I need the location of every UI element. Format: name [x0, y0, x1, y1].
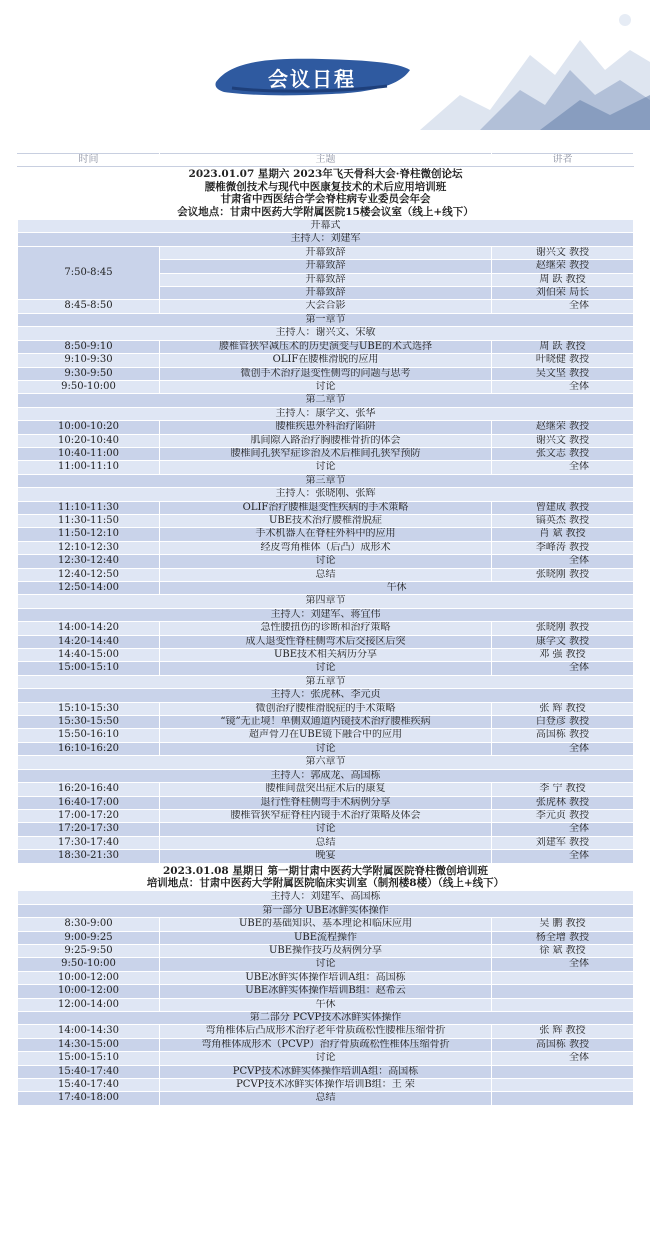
- time-cell: 7:50-8:45: [18, 246, 160, 300]
- host-line: 主持人：刘建军、蒋宜伟: [18, 608, 634, 621]
- table-row: [18, 608, 634, 621]
- speaker-cell: 赵继荣 教授: [492, 421, 634, 434]
- info-line: 甘肃省中西医结合学会脊柱病专业委员会年会: [220, 193, 431, 206]
- topic-cell: 超声骨刀在UBE镜下融合中的应用: [160, 729, 492, 742]
- time-cell: 12:50-14:00: [18, 582, 160, 595]
- time-cell: 12:40-12:50: [18, 568, 160, 581]
- table-row: [18, 891, 634, 904]
- table-row: [18, 836, 634, 849]
- speaker-cell: 叶晓健 教授: [492, 354, 634, 367]
- topic-cell: 经皮弯角椎体（后凸）成形术: [160, 541, 492, 554]
- topic-cell: 肌间隙入路治疗胸腰椎骨折的体会: [160, 434, 492, 447]
- speaker-cell: 张 辉 教授: [492, 702, 634, 715]
- table-row: [18, 340, 634, 353]
- topic-cell: 腰椎管狭窄减压术的历史演变与UBE的术式选择: [160, 340, 492, 353]
- section-title: 第一部分 UBE冰鲜实体操作: [18, 904, 634, 917]
- table-row: [18, 313, 634, 326]
- section-title: 第五章节: [18, 675, 634, 688]
- speaker-cell: 全体: [492, 300, 634, 313]
- table-row: [18, 220, 634, 233]
- time-cell: 16:40-17:00: [18, 796, 160, 809]
- table-row: [18, 689, 634, 702]
- speaker-cell: 李 宁 教授: [492, 783, 634, 796]
- table-row: [18, 702, 634, 715]
- time-cell: 16:10-16:20: [18, 742, 160, 755]
- page-title: 会议日程: [268, 67, 356, 91]
- time-cell: 9:50-10:00: [18, 380, 160, 393]
- info-line: 会议地点：甘肃中医药大学附属医院15楼会议室（线上+线下）: [177, 205, 474, 218]
- table-row: [18, 394, 634, 407]
- topic-cell: 腰椎间孔狭窄症诊治及术后椎间孔狭窄预防: [160, 447, 492, 460]
- speaker-cell: 谢兴文 教授: [492, 434, 634, 447]
- table-row: [18, 501, 634, 514]
- table-row: [18, 555, 634, 568]
- speaker-cell: [492, 998, 634, 1011]
- time-cell: 9:30-9:50: [18, 367, 160, 380]
- topic-cell: 开幕致辞: [160, 246, 492, 259]
- host-line: 主持人：谢兴文、宋敏: [18, 327, 634, 340]
- table-row: [18, 541, 634, 554]
- col-header-speaker: 讲者: [492, 154, 634, 167]
- table-row: [18, 246, 634, 259]
- speaker-cell: 全体: [492, 958, 634, 971]
- topic-cell: 讨论: [160, 1052, 492, 1065]
- time-cell: 9:00-9:25: [18, 931, 160, 944]
- time-cell: 12:10-12:30: [18, 541, 160, 554]
- section-title: 开幕式: [18, 220, 634, 233]
- table-row: [18, 434, 634, 447]
- table-row: [18, 931, 634, 944]
- topic-cell: 弯角椎体成形术（PCVP）治疗骨质疏松性椎体压缩骨折: [160, 1038, 492, 1051]
- topic-cell: 开幕致辞: [160, 260, 492, 273]
- topic-cell: 微创治疗腰椎滑脱症的手术策略: [160, 702, 492, 715]
- time-cell: 15:00-15:10: [18, 1052, 160, 1065]
- table-row: [18, 958, 634, 971]
- speaker-cell: 全体: [492, 461, 634, 474]
- time-cell: 14:20-14:40: [18, 635, 160, 648]
- topic-cell: PCVP技术冰鲜实体操作培训A组：高国栋: [160, 1065, 492, 1078]
- table-row: [18, 447, 634, 460]
- info-line: 培训地点：甘肃中医药大学附属医院临床实训室（制剂楼8楼）（线上+线下）: [146, 876, 505, 889]
- table-row: [18, 233, 634, 246]
- speaker-cell: 李元贞 教授: [492, 809, 634, 822]
- section-title: 第六章节: [18, 756, 634, 769]
- time-cell: 10:00-12:00: [18, 971, 160, 984]
- topic-cell: UBE冰鲜实体操作培训A组：高国栋: [160, 971, 492, 984]
- host-line: 主持人：刘建军、高国栋: [18, 891, 634, 904]
- time-cell: 15:50-16:10: [18, 729, 160, 742]
- topic-cell: 急性腰扭伤的诊断和治疗策略: [160, 622, 492, 635]
- speaker-cell: 张虎林 教授: [492, 796, 634, 809]
- section-title: 第一章节: [18, 313, 634, 326]
- table-row: [18, 649, 634, 662]
- topic-cell: UBE流程操作: [160, 931, 492, 944]
- table-row: [18, 474, 634, 487]
- topic-cell: UBE技术治疗腰椎滑脱症: [160, 514, 492, 527]
- table-row: [18, 662, 634, 675]
- topic-cell: “镜”无止境！单侧双通道内镜技术治疗腰椎疾病: [160, 716, 492, 729]
- table-row: [18, 421, 634, 434]
- table-row: [18, 568, 634, 581]
- time-cell: 12:00-14:00: [18, 998, 160, 1011]
- speaker-cell: 杨全增 教授: [492, 931, 634, 944]
- time-cell: 12:30-12:40: [18, 555, 160, 568]
- table-row: [18, 380, 634, 393]
- time-cell: 11:50-12:10: [18, 528, 160, 541]
- time-cell: 10:40-11:00: [18, 447, 160, 460]
- speaker-cell: 全体: [492, 823, 634, 836]
- topic-cell: UBE技术相关病历分享: [160, 649, 492, 662]
- topic-cell: 弯角椎体后凸成形术治疗老年骨质疏松性腰椎压缩骨折: [160, 1025, 492, 1038]
- topic-cell: 讨论: [160, 555, 492, 568]
- topic-cell: UBE操作技巧及病例分享: [160, 944, 492, 957]
- time-cell: 15:10-15:30: [18, 702, 160, 715]
- table-row: [18, 407, 634, 420]
- topic-cell: 讨论: [160, 823, 492, 836]
- table-row: [18, 998, 634, 1011]
- time-cell: 17:00-17:20: [18, 809, 160, 822]
- time-cell: 9:25-9:50: [18, 944, 160, 957]
- table-row: [18, 1079, 634, 1092]
- info-line: 2023.01.07 星期六 2023年飞天骨科大会·脊柱微创论坛: [188, 168, 463, 181]
- topic-cell: 讨论: [160, 958, 492, 971]
- time-cell: 15:40-17:40: [18, 1079, 160, 1092]
- topic-cell: UBE的基础知识、基本理论和临床应用: [160, 918, 492, 931]
- table-row: [18, 622, 634, 635]
- time-cell: 11:30-11:50: [18, 514, 160, 527]
- speaker-cell: [492, 1092, 634, 1105]
- table-row: [18, 635, 634, 648]
- speaker-cell: 全体: [492, 555, 634, 568]
- time-cell: 15:40-17:40: [18, 1065, 160, 1078]
- speaker-cell: 康学文 教授: [492, 635, 634, 648]
- table-row: [18, 783, 634, 796]
- speaker-cell: 张晓刚 教授: [492, 568, 634, 581]
- speaker-cell: 邓 强 教授: [492, 649, 634, 662]
- table-row: [18, 367, 634, 380]
- time-cell: 11:00-11:10: [18, 461, 160, 474]
- table-row: [18, 300, 634, 313]
- topic-cell: PCVP技术冰鲜实体操作培训B组：王 荣: [160, 1079, 492, 1092]
- table-row: [18, 796, 634, 809]
- topic-cell: 开幕致辞: [160, 273, 492, 286]
- speaker-cell: 谢兴文 教授: [492, 246, 634, 259]
- table-row: [18, 823, 634, 836]
- table-row: [18, 971, 634, 984]
- topic-cell: 午休: [160, 582, 634, 595]
- time-cell: 14:00-14:20: [18, 622, 160, 635]
- speaker-cell: 曾建成 教授: [492, 501, 634, 514]
- time-cell: 10:00-12:00: [18, 985, 160, 998]
- topic-cell: OLIF在腰椎滑脱的应用: [160, 354, 492, 367]
- topic-cell: 讨论: [160, 461, 492, 474]
- table-row: [18, 154, 634, 167]
- speaker-cell: [492, 1065, 634, 1078]
- table-row: [18, 1065, 634, 1078]
- speaker-cell: 徐 斌 教授: [492, 944, 634, 957]
- speaker-cell: 周 跃 教授: [492, 340, 634, 353]
- time-cell: 16:20-16:40: [18, 783, 160, 796]
- speaker-cell: 赵继荣 教授: [492, 260, 634, 273]
- speaker-cell: 刘伯荣 局长: [492, 287, 634, 300]
- table-row: [18, 985, 634, 998]
- speaker-cell: 全体: [492, 1052, 634, 1065]
- section-title: 第二章节: [18, 394, 634, 407]
- topic-cell: 大会合影: [160, 300, 492, 313]
- table-row: [18, 904, 634, 917]
- table-row: [18, 461, 634, 474]
- time-cell: 9:10-9:30: [18, 354, 160, 367]
- section-title: 第二部分 PCVP技术冰鲜实体操作: [18, 1012, 634, 1025]
- table-row: [18, 1052, 634, 1065]
- host-line: 主持人：郭成龙、高国栋: [18, 769, 634, 782]
- section-title: 第三章节: [18, 474, 634, 487]
- topic-cell: 成人退变性脊柱侧弯术后交接区后突: [160, 635, 492, 648]
- table-row: [18, 863, 634, 891]
- section-title: 第四章节: [18, 595, 634, 608]
- table-row: [18, 514, 634, 527]
- table-row: [18, 729, 634, 742]
- day1-info: [18, 167, 634, 220]
- topic-cell: 退行性脊柱侧弯手术病例分享: [160, 796, 492, 809]
- speaker-cell: 张晓刚 教授: [492, 622, 634, 635]
- speaker-cell: 全体: [492, 850, 634, 863]
- speaker-cell: 肖 斌 教授: [492, 528, 634, 541]
- speaker-cell: 高国栋 教授: [492, 729, 634, 742]
- time-cell: 14:30-15:00: [18, 1038, 160, 1051]
- table-row: [18, 850, 634, 863]
- time-cell: 18:30-21:30: [18, 850, 160, 863]
- time-cell: 17:30-17:40: [18, 836, 160, 849]
- topic-cell: UBE冰鲜实体操作培训B组：赵希云: [160, 985, 492, 998]
- info-line: 2023.01.08 星期日 第一期甘肃中医药大学附属医院脊柱微创培训班: [162, 864, 489, 877]
- mountain-decoration: [420, 0, 650, 130]
- time-cell: 11:10-11:30: [18, 501, 160, 514]
- speaker-cell: 李峰涛 教授: [492, 541, 634, 554]
- topic-cell: 微创手术治疗退变性侧弯的问题与思考: [160, 367, 492, 380]
- day2-info: [18, 863, 634, 891]
- table-row: [18, 354, 634, 367]
- time-cell: 8:50-9:10: [18, 340, 160, 353]
- topic-cell: 手术机器人在脊柱外科中的应用: [160, 528, 492, 541]
- col-header-time: 时间: [18, 154, 160, 167]
- host-line: 主持人：刘建军: [18, 233, 634, 246]
- time-cell: 10:00-10:20: [18, 421, 160, 434]
- time-cell: 15:30-15:50: [18, 716, 160, 729]
- table-row: [18, 756, 634, 769]
- topic-cell: 腰椎间盘突出症术后的康复: [160, 783, 492, 796]
- col-header-topic: 主题: [160, 154, 492, 167]
- host-line: 主持人：康学文、张华: [18, 407, 634, 420]
- table-row: [18, 769, 634, 782]
- topic-cell: 腰椎管狭窄症脊柱内镜手术治疗策略及体会: [160, 809, 492, 822]
- topic-cell: 讨论: [160, 380, 492, 393]
- table-row: [18, 528, 634, 541]
- speaker-cell: 吴 鹏 教授: [492, 918, 634, 931]
- table-row: [18, 1038, 634, 1051]
- table-row: [18, 595, 634, 608]
- table-row: [18, 944, 634, 957]
- speaker-cell: 张文志 教授: [492, 447, 634, 460]
- table-row: [18, 809, 634, 822]
- topic-cell: 开幕致辞: [160, 287, 492, 300]
- topic-cell: 总结: [160, 1092, 492, 1105]
- speaker-cell: [492, 971, 634, 984]
- table-row: [18, 742, 634, 755]
- table-row: [18, 582, 634, 595]
- time-cell: 8:45-8:50: [18, 300, 160, 313]
- topic-cell: 总结: [160, 568, 492, 581]
- speaker-cell: 周 跃 教授: [492, 273, 634, 286]
- speaker-cell: 高国栋 教授: [492, 1038, 634, 1051]
- table-row: [18, 327, 634, 340]
- speaker-cell: 镐英杰 教授: [492, 514, 634, 527]
- table-row: [18, 167, 634, 220]
- speaker-cell: 全体: [492, 662, 634, 675]
- schedule-table: [17, 153, 634, 1106]
- speaker-cell: 刘建军 教授: [492, 836, 634, 849]
- table-row: [18, 1025, 634, 1038]
- topic-cell: 讨论: [160, 662, 492, 675]
- time-cell: 17:40-18:00: [18, 1092, 160, 1105]
- title-banner: [212, 52, 412, 100]
- speaker-cell: 全体: [492, 380, 634, 393]
- time-cell: 9:50-10:00: [18, 958, 160, 971]
- topic-cell: 午休: [160, 998, 492, 1011]
- host-line: 主持人：张虎林、李元贞: [18, 689, 634, 702]
- table-row: [18, 1012, 634, 1025]
- speaker-cell: 张 辉 教授: [492, 1025, 634, 1038]
- time-cell: 14:00-14:30: [18, 1025, 160, 1038]
- topic-cell: 晚宴: [160, 850, 492, 863]
- time-cell: 14:40-15:00: [18, 649, 160, 662]
- topic-cell: 总结: [160, 836, 492, 849]
- table-row: [18, 1092, 634, 1105]
- speaker-cell: [492, 1079, 634, 1092]
- topic-cell: 讨论: [160, 742, 492, 755]
- info-line: 腰椎微创技术与现代中医康复技术的术后应用培训班: [204, 180, 447, 193]
- time-cell: 8:30-9:00: [18, 918, 160, 931]
- host-line: 主持人：张晓刚、张辉: [18, 488, 634, 501]
- topic-cell: 腰椎疾患外科治疗陷阱: [160, 421, 492, 434]
- speaker-cell: [492, 985, 634, 998]
- time-cell: 10:20-10:40: [18, 434, 160, 447]
- topic-cell: OLIF治疗腰椎退变性疾病的手术策略: [160, 501, 492, 514]
- time-cell: 15:00-15:10: [18, 662, 160, 675]
- table-row: [18, 918, 634, 931]
- table-row: [18, 716, 634, 729]
- speaker-cell: 白登彦 教授: [492, 716, 634, 729]
- time-cell: 17:20-17:30: [18, 823, 160, 836]
- speaker-cell: 吴文坚 教授: [492, 367, 634, 380]
- speaker-cell: 全体: [492, 742, 634, 755]
- table-row: [18, 675, 634, 688]
- table-row: [18, 488, 634, 501]
